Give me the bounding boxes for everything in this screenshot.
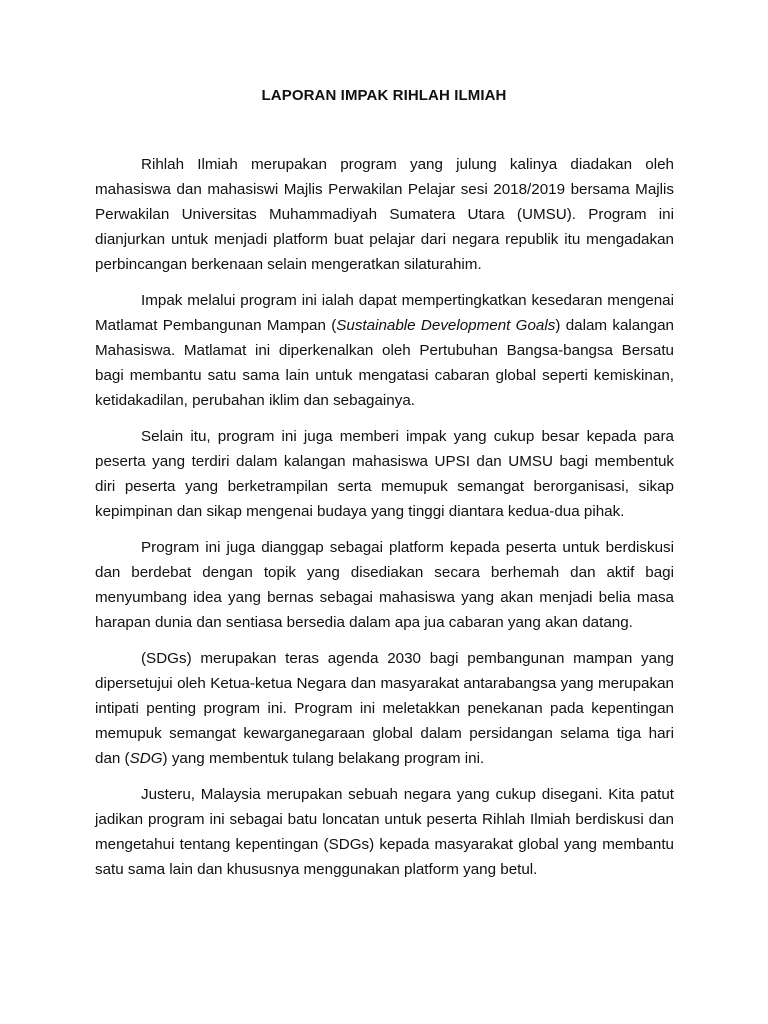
paragraph-1 (95, 152, 674, 277)
paragraph-2 (95, 288, 674, 413)
paragraph-4 (95, 535, 674, 635)
document-body (95, 152, 674, 893)
paragraph-4-text: Program ini juga dianggap sebagai platform kepada peserta untuk berdiskusi dan berdebat dengan topik yang disediakan secara berhemah dan aktif bagi menyumbang idea yang bernas sebagai mahasiswa yang akan menjadi belia masa harapan dunia dan sentiasa bersedia dalam apa jua cabaran yang akan datang. (95, 539, 674, 631)
paragraph-1-text: Rihlah Ilmiah merupakan program yang julung kalinya diadakan oleh mahasiswa dan mahasiswi Majlis Perwakilan Pelajar sesi 2018/2019 bersama Majlis Perwakilan Universitas Muhammadiyah Sumatera Utara (UMSU). Program ini dianjurkan untuk menjadi platform buat pelajar dari negara republik itu mengadakan perbincangan berkenaan selain mengeratkan silaturahim. (95, 156, 674, 273)
paragraph-2-text-end: ) dalam kalangan Mahasiswa. Matlamat ini diperkenalkan oleh Pertubuhan Bangsa-bangsa Bersatu bagi membantu satu sama lain untuk mengatasi cabaran global seperti kemiskinan, ketidakadilan, perubahan iklim dan sebagainya. (95, 317, 674, 409)
paragraph-5-text-start: (SDGs) merupakan teras agenda 2030 bagi pembangunan mampan yang dipersetujui oleh Ketua-ketua Negara dan masyarakat antarabangsa yang merupakan intipati penting program ini. Program ini meletakkan penekanan pada kepentingan memupuk semangat kewarganegaraan global dalam persidangan selama tiga hari dan ( (95, 650, 674, 767)
sdg-english-term: Sustainable Development Goals (336, 317, 556, 334)
paragraph-6-text: Justeru, Malaysia merupakan sebuah negara yang cukup disegani. Kita patut jadikan program ini sebagai batu loncatan untuk peserta Rihlah Ilmiah berdiskusi dan mengetahui tentang kepentingan (SDGs) kepada masyarakat global yang membantu satu sama lain dan khususnya menggunakan platform yang betul. (95, 786, 674, 878)
paragraph-3 (95, 424, 674, 524)
paragraph-6 (95, 782, 674, 882)
sdg-abbreviation: SDG (129, 750, 163, 767)
paragraph-2-text-start: Impak melalui program ini ialah dapat mempertingkatkan kesedaran mengenai Matlamat Pembangunan Mampan ( (95, 292, 674, 334)
paragraph-5 (95, 646, 674, 771)
paragraph-3-text: Selain itu, program ini juga memberi impak yang cukup besar kepada para peserta yang terdiri dalam kalangan mahasiswa UPSI dan UMSU bagi membentuk diri peserta yang berketrampilan serta memupuk semangat berorganisasi, sikap kepimpinan dan sikap mengenai budaya yang tinggi diantara kedua-dua pihak. (95, 428, 674, 520)
document-title: LAPORAN IMPAK RIHLAH ILMIAH (261, 87, 507, 104)
paragraph-5-text-end: ) yang membentuk tulang belakang program ini. (162, 750, 485, 767)
